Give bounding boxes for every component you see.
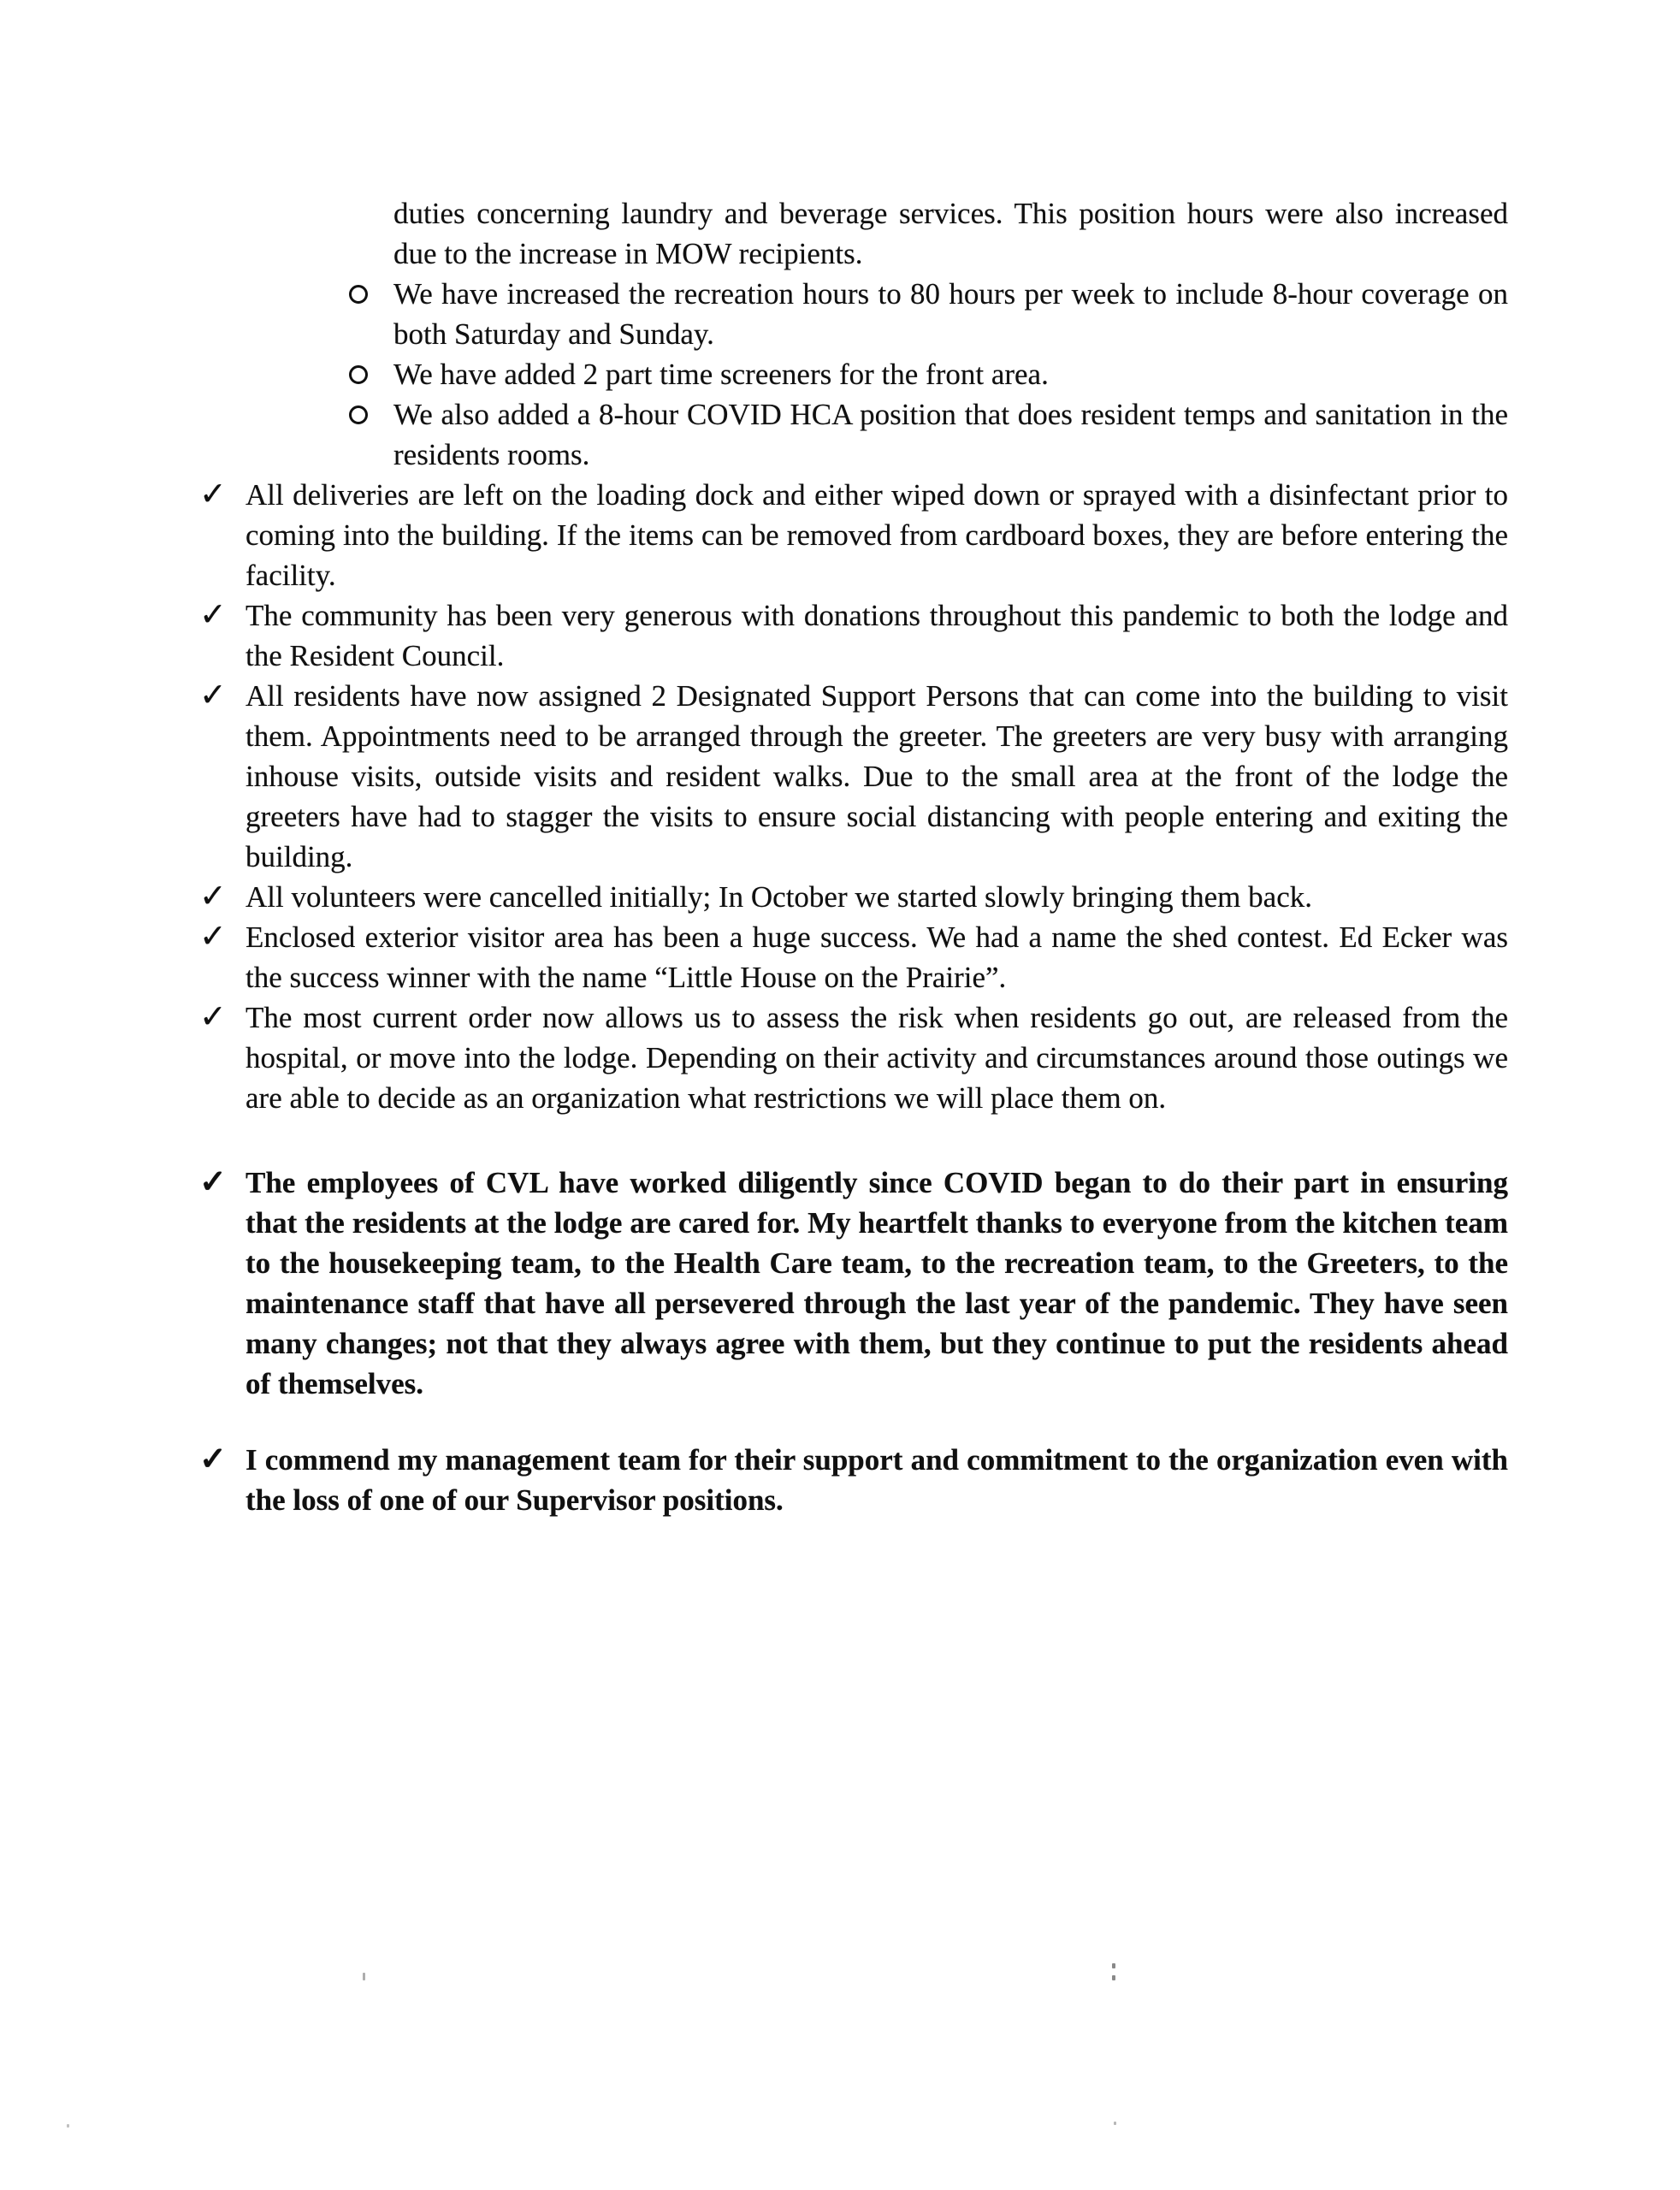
check-bullet-icon: ✓	[199, 597, 227, 633]
list-item-text: We have added 2 part time screeners for the front area.	[393, 358, 1049, 391]
paragraph-continuation: duties concerning laundry and beverage services. This position hours were also increased due to the increase in MOW recipients.	[393, 197, 1508, 270]
check-bullet-icon: ✓	[199, 999, 227, 1035]
check-bullet-icon: ✓	[199, 678, 227, 713]
list-item	[349, 274, 1508, 354]
list-item	[349, 354, 1508, 394]
list-item-text: The community has been very generous with donations throughout this pandemic to both the lodge and the Resident Council.	[245, 599, 1508, 672]
list-item	[199, 595, 1508, 676]
list-item-text: We also added a 8-hour COVID HCA position that does resident temps and sanitation in the residents rooms.	[393, 398, 1508, 471]
check-bullet-icon: ✓	[199, 1164, 227, 1200]
list-item-text: The most current order now allows us to assess the risk when residents go out, are released from the hospital, or move into the lodge. Depending on their activity and circumstances around those outings we are able to decide as an organization what restrictions we will place them on.	[245, 1001, 1508, 1115]
scan-artifact	[1114, 2122, 1116, 2125]
list-item	[199, 997, 1508, 1118]
list-item-text: All deliveries are left on the loading dock and either wiped down or sprayed with a disinfectant prior to coming into the building. If the items can be removed from cardboard boxes, they are before entering the facility.	[245, 478, 1508, 592]
scan-artifact	[1112, 1963, 1115, 1968]
list-item-text: All residents have now assigned 2 Designated Support Persons that can come into the building to visit them. Appointments need to be arranged through the greeter. The greeters are very busy with arranging inhouse visits, outside visits and resident walks. Due to the small area at the front of the lodge the greeters have had to stagger the visits to ensure social distancing with people entering and exiting the building.	[245, 679, 1508, 873]
check-bullet-icon: ✓	[199, 879, 227, 914]
list-item	[199, 676, 1508, 877]
check-bullet-icon: ✓	[199, 1441, 227, 1477]
list-item	[199, 475, 1508, 595]
scan-artifact	[1112, 1975, 1115, 1980]
list-item	[199, 1440, 1508, 1520]
list-item-text: All volunteers were cancelled initially; In October we started slowly bringing them back.	[245, 880, 1312, 914]
scan-artifact	[67, 2124, 69, 2128]
check-bullet-icon: ✓	[199, 476, 227, 512]
list-item-text: Enclosed exterior visitor area has been a huge success. We had a name the shed contest. Ed Ecker was the success winner with the name “Little House on the Prairie”.	[245, 920, 1508, 994]
scan-artifact	[363, 1973, 365, 1980]
circle-bullet-icon	[349, 354, 393, 394]
list-item-text: I commend my management team for their support and commitment to the organization even with the loss of one of our Supervisor positions.	[245, 1443, 1508, 1517]
check-bullet-icon: ✓	[199, 919, 227, 955]
circle-bullet-icon	[349, 274, 393, 314]
circle-bullet-icon	[349, 394, 393, 435]
list-item	[349, 394, 1508, 475]
list-item	[199, 917, 1508, 997]
list-item-text: We have increased the recreation hours to 80 hours per week to include 8-hour coverage on both Saturday and Sunday.	[393, 277, 1508, 351]
list-item	[199, 877, 1508, 917]
list-item-text: The employees of CVL have worked diligently since COVID began to do their part in ensuring that the residents at the lodge are cared for. My heartfelt thanks to everyone from the kitchen team to the housekeeping team, to the Health Care team, to the recreation team, to the Greeters, to the maintenance staff that have all persevered through the last year of the pandemic. They have seen many changes; not that they always agree with them, but they continue to put the residents ahead of themselves.	[245, 1166, 1508, 1400]
document-body	[199, 193, 1508, 1520]
list-item	[199, 1163, 1508, 1404]
